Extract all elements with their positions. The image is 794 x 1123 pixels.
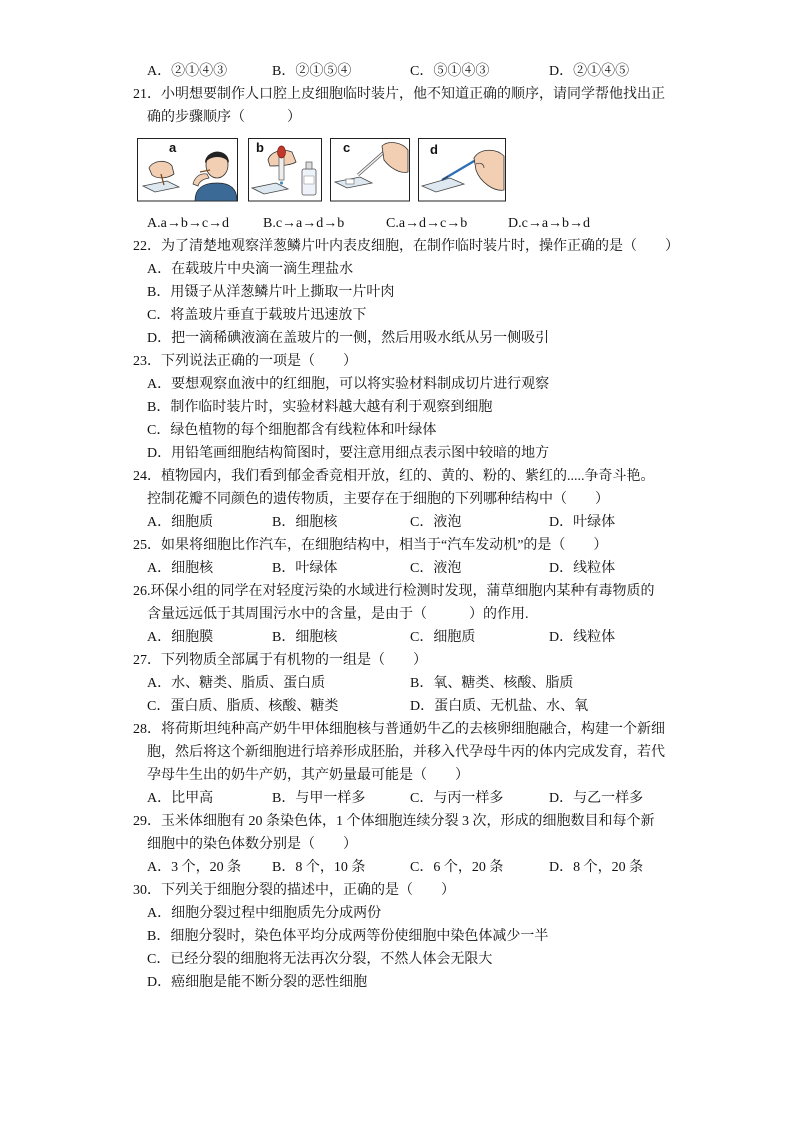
option-b: B．8 个，10 条 xyxy=(272,860,366,875)
question-options xyxy=(0,856,794,879)
option-d: D．蛋白质、无机盐、水、氧 xyxy=(410,699,589,714)
option-a: A．细胞核 xyxy=(147,561,214,576)
option-d: D．叶绿体 xyxy=(549,515,616,530)
step-b-label: b xyxy=(256,140,264,155)
question-24 xyxy=(0,465,794,534)
question-25 xyxy=(0,534,794,580)
question-stem-continued: 确的步骤顺序（ ） xyxy=(147,110,301,125)
question-stem: 29．玉米体细胞有 20 条染色体，1 个体细胞连续分裂 3 次，形成的细胞数目和每个新 xyxy=(133,814,655,829)
question-28 xyxy=(0,718,794,810)
question-options xyxy=(0,511,794,534)
procedure-figure xyxy=(0,138,794,202)
option-c: C．细胞质 xyxy=(410,630,476,645)
option-d: D.c→a→b→d xyxy=(508,216,591,231)
question-27 xyxy=(0,649,794,718)
option-c: C．蛋白质、脂质、核酸、糖类 xyxy=(147,699,339,714)
question-21 xyxy=(0,83,794,235)
option-d: D．②①④⑤ xyxy=(549,64,630,79)
question-stem: 25．如果将细胞比作汽车，在细胞结构中，相当于“汽车发动机”的是（ ） xyxy=(133,538,608,553)
question-stem: 24．植物园内，我们看到郁金香竞相开放，红的、黄的、粉的、紫红的.....争奇斗艳。 xyxy=(133,469,655,484)
question-options-row-1 xyxy=(0,672,794,695)
option-c: C．液泡 xyxy=(410,561,462,576)
option-b: B．叶绿体 xyxy=(272,561,338,576)
option-a: A．细胞膜 xyxy=(147,630,214,645)
question-stem: 26.环保小组的同学在对轻度污染的水域进行检测时发现，蒲草细胞内某种有毒物质的 xyxy=(133,584,655,599)
option-b: B．用镊子从洋葱鳞片叶上撕取一片叶肉 xyxy=(147,285,395,300)
step-a-label: a xyxy=(169,140,177,155)
option-b: B．细胞核 xyxy=(272,515,338,530)
option-d: D．把一滴稀碘液滴在盖玻片的一侧，然后用吸水纸从另一侧吸引 xyxy=(147,331,550,346)
question-stem-continued: 含量远远低于其周围污水中的含量，是由于（ ）的作用. xyxy=(147,607,529,622)
question-options xyxy=(0,557,794,580)
question-stem: 21．小明想要制作人口腔上皮细胞临时装片，他不知道正确的顺序，请同学帮他找出正 xyxy=(133,87,665,102)
option-a: A．要想观察血液中的红细胞，可以将实验材料制成切片进行观察 xyxy=(147,377,550,392)
option-d: D．用铅笔画细胞结构简图时，要注意用细点表示图中较暗的地方 xyxy=(147,446,550,461)
option-c: C．绿色植物的每个细胞都含有线粒体和叶绿体 xyxy=(147,423,437,438)
question-stem: 22．为了清楚地观察洋葱鳞片叶内表皮细胞，在制作临时装片时，操作正确的是（ ） xyxy=(133,239,679,254)
option-b: B．细胞分裂时，染色体平均分成两等份使细胞中染色体减少一半 xyxy=(147,929,549,944)
procedure-illustrations xyxy=(137,138,507,202)
option-c: C.a→d→c→b xyxy=(386,216,468,231)
option-c: C．已经分裂的细胞将无法再次分裂，不然人体会无限大 xyxy=(147,952,493,967)
question-26 xyxy=(0,580,794,649)
option-c: C．与丙一样多 xyxy=(410,791,504,806)
option-b: B．细胞核 xyxy=(272,630,338,645)
question-stem: 28．将荷斯坦纯种高产奶牛甲体细胞核与普通奶牛乙的去核卵细胞融合，构建一个新细 xyxy=(133,722,665,737)
question-23 xyxy=(0,350,794,465)
step-d-illustration xyxy=(419,139,506,202)
exam-page xyxy=(0,60,794,994)
option-a: A.a→b→c→d xyxy=(147,216,230,231)
step-d-label: d xyxy=(430,142,438,157)
option-a: A．水、糖类、脂质、蛋白质 xyxy=(147,676,326,691)
option-a: A．细胞分裂过程中细胞质先分成两份 xyxy=(147,906,382,921)
question-stem-continued: 胞，然后将这个新细胞进行培养形成胚胎，并移入代孕母牛丙的体内完成发育，若代 xyxy=(147,745,665,760)
question-stem: 23．下列说法正确的一项是（ ） xyxy=(133,354,357,369)
option-a: A．3 个，20 条 xyxy=(147,860,242,875)
option-d: D．与乙一样多 xyxy=(549,791,644,806)
question-22 xyxy=(0,235,794,350)
step-a-illustration xyxy=(138,139,238,202)
question-stem-continued: 孕母牛生出的奶牛产奶，其产奶量最可能是（ ） xyxy=(147,768,469,783)
step-c-label: c xyxy=(343,140,351,155)
option-d: D．癌细胞是能不断分裂的恶性细胞 xyxy=(147,975,368,990)
option-b: B．与甲一样多 xyxy=(272,791,366,806)
question-29 xyxy=(0,810,794,879)
option-b: B．氧、糖类、核酸、脂质 xyxy=(410,676,574,691)
question-options-row-2 xyxy=(0,695,794,718)
step-c-illustration xyxy=(331,139,410,202)
option-c: C．6 个，20 条 xyxy=(410,860,504,875)
question-stem-continued: 控制花瓣不同颜色的遗传物质，主要存在于细胞的下列哪种结构中（ ） xyxy=(147,492,609,507)
option-d: D．8 个，20 条 xyxy=(549,860,644,875)
option-a: A．比甲高 xyxy=(147,791,214,806)
question-options xyxy=(0,212,794,235)
option-c: C．将盖玻片垂直于载玻片迅速放下 xyxy=(147,308,367,323)
option-c: C．⑤①④③ xyxy=(410,64,490,79)
option-a: A．在载玻片中央滴一滴生理盐水 xyxy=(147,262,354,277)
step-b-illustration xyxy=(249,139,322,202)
option-c: C．液泡 xyxy=(410,515,462,530)
option-a: A．细胞质 xyxy=(147,515,214,530)
option-b: B．②①⑤④ xyxy=(272,64,352,79)
question-20-options xyxy=(0,60,794,83)
option-a: A．②①④③ xyxy=(147,64,228,79)
option-d: D．线粒体 xyxy=(549,561,616,576)
option-b: B.c→a→d→b xyxy=(263,216,345,231)
question-30 xyxy=(0,879,794,994)
question-options xyxy=(0,626,794,649)
question-stem: 30．下列关于细胞分裂的描述中，正确的是（ ） xyxy=(133,883,455,898)
option-d: D．线粒体 xyxy=(549,630,616,645)
question-stem-continued: 细胞中的染色体数分别是（ ） xyxy=(147,837,357,852)
question-options xyxy=(0,787,794,810)
question-stem: 27．下列物质全部属于有机物的一组是（ ） xyxy=(133,653,427,668)
option-b: B．制作临时装片时，实验材料越大越有利于观察到细胞 xyxy=(147,400,493,415)
